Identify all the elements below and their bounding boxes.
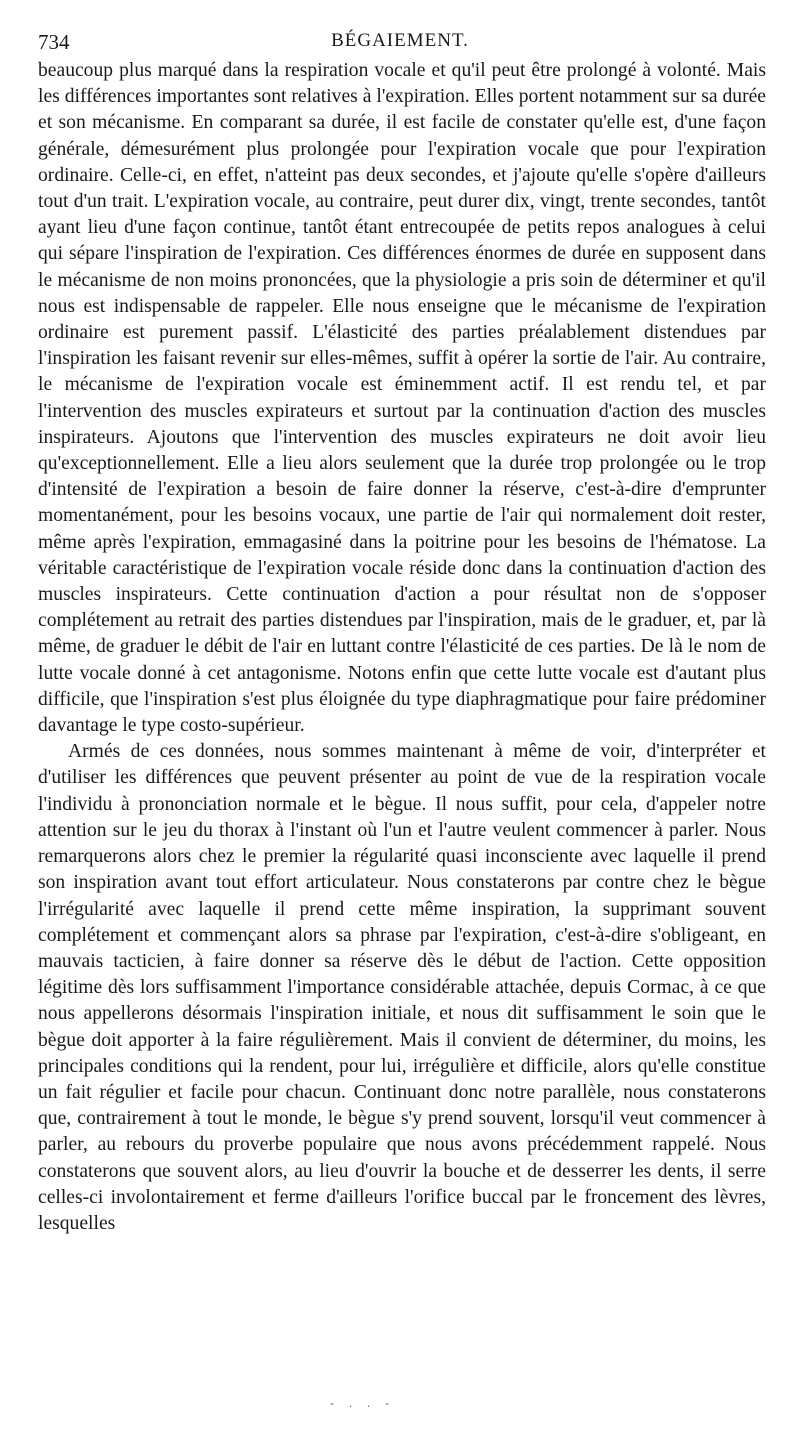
paragraph-1: beaucoup plus marqué dans la respiration vocale et qu'il peut être prolongé à volonté. Mais les différences importantes sont relatives à l'expiration. Elles portent notamment sur sa durée et son mécanisme. En comparant sa durée, il est facile de constater qu'elle est, d'une façon générale, démesurément plus prolongée pour l'expiration vocale que pour l'expiration ordinaire. Celle-ci, en effet, n'atteint pas deux secondes, et j'ajoute qu'elle s'opère d'ailleurs tout d'un trait. L'expiration vocale, au contraire, peut durer dix, vingt, trente secondes, tantôt ayant lieu d'une façon continue, tantôt étant entrecoupée de petits repos analogues à celui qui sépare l'inspiration de l'expiration. Ces différences énormes de durée en supposent dans le mécanisme de non moins prononcées, que la physiologie a pris soin de déterminer et qu'il nous est indispensable de rappeler. Elle nous enseigne que le mécanisme de l'expiration ordinaire est purement passif. L'élasticité des parties préalablement distendues par l'inspiration les faisant revenir sur elles-mêmes, suffit à opérer la sortie de l'air. Au contraire, le mécanisme de l'expiration vocale est éminemment actif. Il est rendu tel, et par l'intervention des muscles expirateurs et surtout par la continuation d'action des muscles inspirateurs. Ajoutons que l'intervention des muscles expirateurs ne doit avoir lieu qu'exceptionnellement. Elle a lieu alors seulement que la durée trop prolongée ou le trop d'intensité de l'expiration a besoin de faire donner la réserve, c'est-à-dire d'emprunter momentanément, pour les besoins vocaux, une partie de l'air qui normalement doit rester, même après l'expiration, emmagasiné dans la poitrine pour les besoins de l'hématose. La véritable caractéristique de l'expiration vocale réside donc dans la continuation d'action des muscles inspirateurs. Cette continuation d'action a pour résultat non de s'opposer complétement au retrait des parties distendues par l'inspiration, mais de le graduer, et, par là même, de graduer le débit de l'air en luttant contre l'élasticité de ces parties. De là le nom de lutte vocale donné à cet antagonisme. Notons enfin que cette lutte vocale est d'autant plus difficile, que l'inspiration s'est plus éloignée du type diaphragmatique pour faire prédominer davantage le type costo-supérieur. xyxy=(38,60,766,737)
bottom-printer-mark: - . . - xyxy=(330,1396,395,1410)
body-text xyxy=(38,58,766,1237)
running-title: BÉGAIEMENT. xyxy=(331,30,469,51)
page-header xyxy=(38,30,762,60)
paragraph-2: Armés de ces données, nous sommes maintenant à même de voir, d'interpréter et d'utiliser les différences que peuvent présenter au point de vue de la respiration vocale l'individu à prononciation normale et le bègue. Il nous suffit, pour cela, d'appeler notre attention sur le jeu du thorax à l'instant où l'un et l'autre veulent commencer à parler. Nous remarquerons alors chez le premier la régularité quasi inconsciente avec laquelle il prend son inspiration avant tout effort articulateur. Nous constaterons par contre chez le bègue l'irrégularité avec laquelle il prend cette même inspiration, la supprimant souvent complétement et commençant alors sa phrase par l'expiration, c'est-à-dire s'obligeant, en mauvais tacticien, à faire donner sa réserve dès le début de l'action. Cette opposition légitime dès lors suffisamment l'importance considérable attachée, depuis Cormac, à ce que nous appellerons désormais l'inspiration initiale, et nous dit suffisamment le soin que le bègue doit apporter à la faire régulièrement. Mais il convient de déterminer, du moins, les principales conditions qui la rendent, pour lui, irrégulière et difficile, alors qu'elle constitue un fait régulier et facile pour chacun. Continuant donc notre parallèle, nous constaterons que, contrairement à tout le monde, le bègue s'y prend souvent, lorsqu'il veut commencer à parler, au rebours du proverbe populaire que nous avons précédemment rappelé. Nous constaterons que souvent alors, au lieu d'ouvrir la bouche et de desserrer les dents, il serre celles-ci involontairement et ferme d'ailleurs l'orifice buccal par le froncement des lèvres, lesquelles xyxy=(38,741,766,1234)
page-number: 734 xyxy=(38,30,70,54)
